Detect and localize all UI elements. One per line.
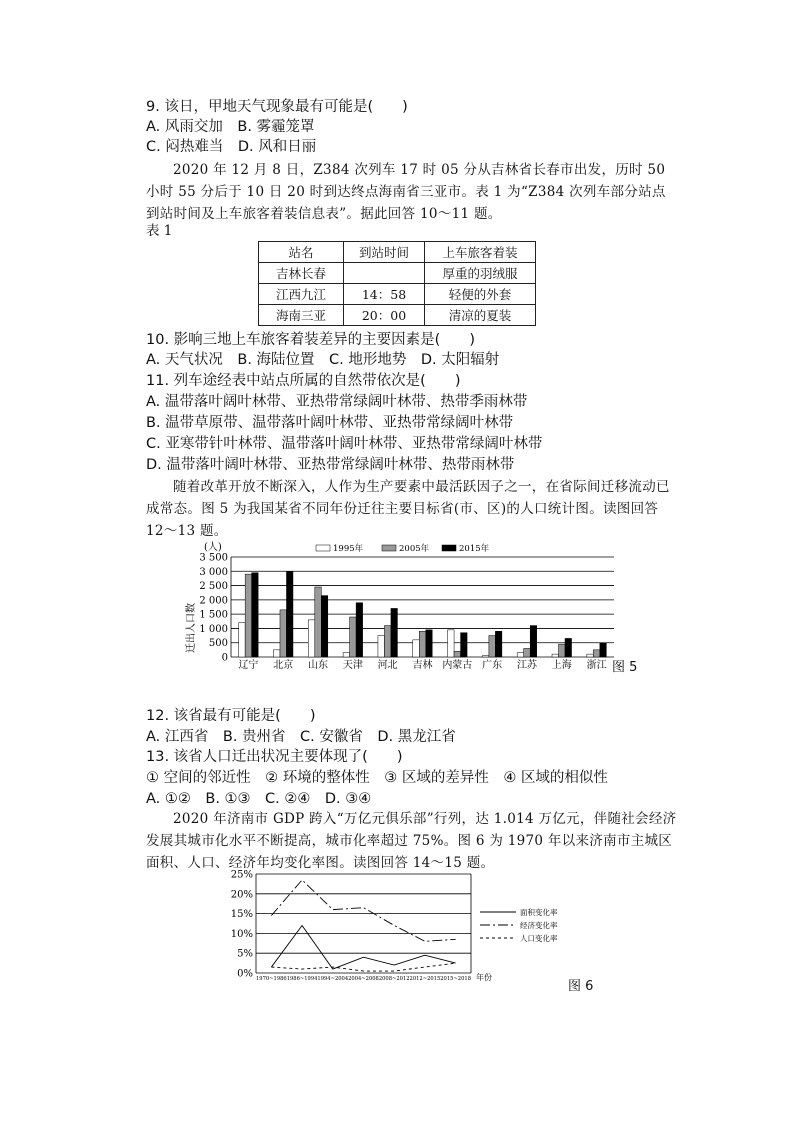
legend-swatch [382,545,396,551]
bar [517,653,524,657]
bar [495,631,502,657]
legend-label: 经济变化率 [520,921,558,930]
bar [600,643,607,657]
question-9-options-ab: A. 风雨交加 B. 雾霾笼罩 [146,119,315,135]
table-1-caption: 表 1 [146,223,173,239]
table-cell: 厚重的羽绒服 [425,263,536,284]
x-tick-label: 2015~2018 [440,976,472,982]
legend-label: 面积变化率 [520,908,558,917]
y-tick-label: 5% [237,948,253,960]
figure-5-bar-chart [176,540,636,675]
x-tick-label: 天津 [342,660,363,671]
bar [461,633,468,657]
x-tick-label: 河北 [377,660,398,671]
y-tick-label: 1 500 [199,609,228,621]
bar [524,648,531,657]
legend-label: 2005年 [399,544,430,554]
table-header: 站名 [259,242,344,263]
question-12-options: A. 江西省 B. 贵州省 C. 安徽省 D. 黑龙江省 [146,729,456,745]
question-9-stem: 9. 该日，甲地天气现象最有可能是( ) [146,99,408,115]
bar [482,656,489,657]
table-row [259,284,536,305]
figure-6-label: 图 6 [568,979,594,994]
bar [350,617,357,657]
question-13-statements: ① 空间的邻近性 ② 环境的整体性 ③ 区域的差异性 ④ 区域的相似性 [146,770,608,786]
legend-swatch [442,545,456,551]
question-10-options: A. 天气状况 B. 海陆位置 C. 地形地势 D. 太阳辐射 [146,352,500,368]
y-axis-title: 迁出人口数 [186,603,197,653]
bar [391,608,398,657]
table-cell: 江西九江 [259,284,344,305]
table-cell: 20：00 [344,305,425,326]
bar [426,630,433,657]
x-tick-label: 浙江 [586,660,607,671]
table-cell: 吉林长春 [259,263,344,284]
question-10-stem: 10. 影响三地上车旅客着装差异的主要因素是( ) [146,332,475,348]
table-cell [344,263,425,284]
bar [356,603,363,657]
y-tick-label: 25% [230,869,253,881]
x-tick-label: 山东 [308,660,329,671]
y-tick-label: 20% [230,889,253,901]
x-tick-label: 2008~2012 [378,976,410,982]
x-tick-label: 北京 [273,660,294,671]
y-tick-label: 10% [230,928,253,940]
bar [565,638,572,657]
x-tick-label: 广东 [482,660,503,671]
x-tick-label: 2004~2008 [348,976,379,982]
bar [315,587,322,657]
x-tick-label: 1994~2004 [317,976,349,982]
question-11-option-d: D. 温带落叶阔叶林带、亚热带常绿阔叶林带、热带雨林带 [146,457,515,473]
bar [378,636,385,657]
bar [489,636,496,657]
bar [530,626,537,657]
y-tick-label: 2 000 [199,595,228,607]
bar [448,630,455,657]
passage-train: 2020 年 12 月 8 日，Z384 次列车 17 时 05 分从吉林省长春市出发，历时 50 小时 55 分后于 10 日 20 时到达终点海南省三亚市。表 1 为“Z384 次列车部分站点到站时间及上车旅客着装信息表”。据此回答 10～11 题。 [146,162,666,222]
y-tick-label: 0 [221,652,228,664]
series-line [271,925,455,969]
legend-label: 2015年 [459,544,490,554]
bar [245,574,252,657]
bar [552,654,559,657]
question-11-option-a: A. 温带落叶阔叶林带、亚热带常绿阔叶林带、热带季雨林带 [146,394,528,410]
bar [384,626,391,657]
y-tick-label: 3 000 [199,566,228,578]
table-cell: 清凉的夏装 [425,305,536,326]
table-1 [258,241,536,326]
figure-5-label: 图 5 [612,660,638,675]
figure-6-line-chart [226,866,566,988]
series-line [271,880,455,941]
question-11-option-c: C. 亚寒带针叶林带、温带落叶阔叶林带、亚热带常绿阔叶林带 [146,436,543,452]
x-tick-label: 内蒙古 [442,660,473,671]
bar [413,640,420,657]
y-tick-label: 0% [237,968,253,980]
table-cell: 14：58 [344,284,425,305]
legend-label: 人口变化率 [520,934,558,943]
series-line [271,963,455,971]
table-cell: 海南三亚 [259,305,344,326]
y-tick-label: 15% [230,909,253,921]
bar [593,650,600,657]
bar [280,610,287,657]
y-tick-label: 500 [208,638,228,650]
x-tick-label: 辽宁 [238,660,259,671]
question-12-stem: 12. 该省最有可能是( ) [146,708,316,724]
y-tick-label: 2 500 [199,581,228,593]
y-tick-label: 1 000 [199,623,228,635]
x-tick-label: 江苏 [516,660,537,671]
x-tick-label: 吉林 [412,660,433,671]
x-axis-title: 年份 [476,973,492,982]
legend-label: 1995年 [333,544,364,554]
bar [286,571,293,657]
x-tick-label: 2012~2015 [409,976,441,982]
table-cell: 轻便的外套 [425,284,536,305]
bar [419,631,426,657]
question-11-stem: 11. 列车途经表中站点所属的自然带依次是( ) [146,373,461,389]
question-9-options-cd: C. 闷热难当 D. 风和日丽 [146,139,317,155]
bar [321,596,328,657]
question-13-options: A. ①② B. ①③ C. ②④ D. ③④ [146,791,372,807]
passage-migration: 随着改革开放不断深入，人作为生产要素中最活跃因子之一，在省际间迁移流动已成常态。图 5 为我国某省不同年份迁往主要目标省(市、区)的人口统计图。读图回答 12～13 题。 [146,479,670,539]
y-unit-label: (人) [204,542,222,553]
table-header: 到站时间 [344,242,425,263]
x-tick-label: 上海 [551,660,572,671]
table-row [259,263,536,284]
x-tick-label: 1986~1994 [286,976,318,982]
x-tick-label: 1970~1986 [255,976,287,982]
table-header-row [259,242,536,263]
bar [454,651,461,657]
bar [273,650,280,657]
question-11-option-b: B. 温带草原带、温带落叶阔叶林带、亚热带常绿阔叶林带 [146,415,514,431]
bar [252,573,259,657]
bar [343,653,350,657]
bar [587,654,594,657]
passage-jinan: 2020 年济南市 GDP 跨入“万亿元俱乐部”行列，达 1.014 万亿元，伴随社会经济发展其城市化水平不断提高，城市化率超过 75%。图 6 为 1970 年以来济南市主城区面积、人口、经济年均变化率图。读图回答 14～15 题。 [146,811,677,871]
legend-swatch [316,545,330,551]
bar [559,644,566,657]
y-tick-label: 3 500 [199,552,228,564]
table-header: 上车旅客着装 [425,242,536,263]
table-row [259,305,536,326]
bar [308,620,315,657]
question-13-stem: 13. 该省人口迁出状况主要体现了( ) [146,749,403,765]
bar [239,623,246,657]
